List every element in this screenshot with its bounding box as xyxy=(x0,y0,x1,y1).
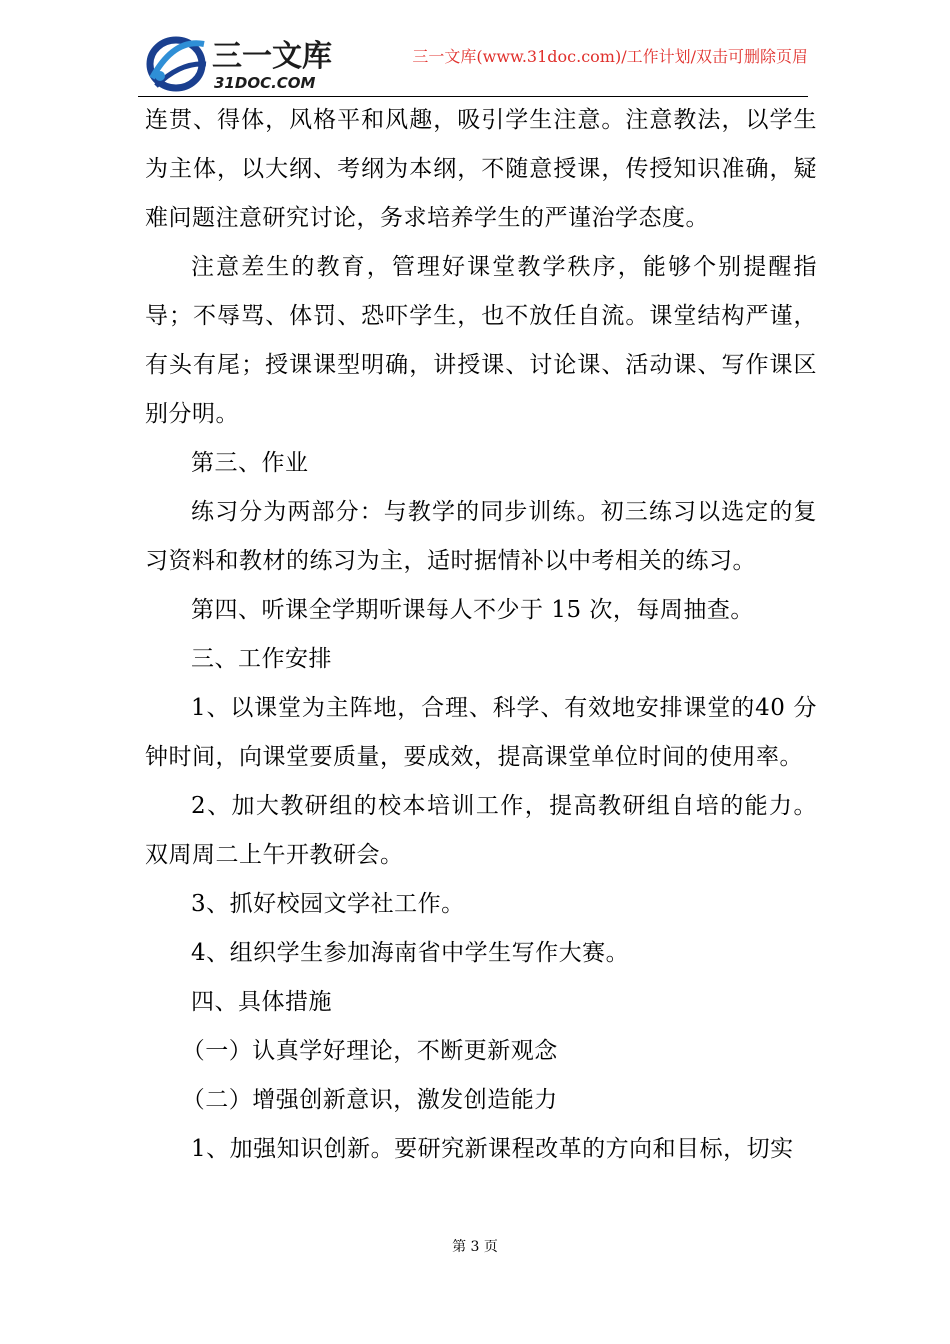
header-caption: 三一文库(www.31doc.com)/工作计划/双击可删除页眉 xyxy=(412,47,808,66)
paragraph: 第四、听课全学期听课每人不少于 15 次，每周抽查。 xyxy=(191,597,754,623)
section-heading: 第三、作业 xyxy=(191,450,309,476)
subsection-heading: （一）认真学好理论，不断更新观念 xyxy=(181,1038,558,1064)
page-number: 第 3 页 xyxy=(452,1239,498,1255)
logo-subtext: 31DOC.COM xyxy=(214,74,316,92)
list-item: 4、组织学生参加海南省中学生写作大赛。 xyxy=(191,940,630,966)
logo-emblem-icon xyxy=(150,40,206,88)
page-header xyxy=(138,22,808,98)
section-heading: 四、具体措施 xyxy=(191,989,332,1015)
subsection-heading: （二）增强创新意识，激发创造能力 xyxy=(181,1087,558,1113)
logo-text: 三一文库 xyxy=(212,39,332,74)
section-heading: 三、工作安排 xyxy=(191,646,332,672)
paragraph: 注意差生的教育，管理好课堂教学秩序，能够个别提醒指导；不辱骂、体罚、恐吓学生，也不放任自流。课堂结构严谨，有头有尾；授课课型明确，讲授课、讨论课、活动课、写作课区别分明。 xyxy=(145,254,817,427)
list-item: 2、加大教研组的校本培训工作，提高教研组自培的能力。双周周二上午开教研会。 xyxy=(145,793,817,868)
paragraph: 连贯、得体，风格平和风趣，吸引学生注意。注意教法，以学生为主体，以大纲、考纲为本纲，不随意授课，传授知识准确，疑难问题注意研究讨论，务求培养学生的严谨治学态度。 xyxy=(145,107,817,231)
list-item: 1、以课堂为主阵地，合理、科学、有效地安排课堂的40 分钟时间，向课堂要质量，要成效，提高课堂单位时间的使用率。 xyxy=(145,695,817,770)
logo xyxy=(146,28,336,94)
list-item: 3、抓好校园文学社工作。 xyxy=(191,891,465,917)
paragraph: 练习分为两部分：与教学的同步训练。初三练习以选定的复习资料和教材的练习为主，适时据情补以中考相关的练习。 xyxy=(145,499,817,574)
document-body xyxy=(145,96,817,1174)
list-item: 1、加强知识创新。要研究新课程改革的方向和目标，切实 xyxy=(191,1136,794,1162)
